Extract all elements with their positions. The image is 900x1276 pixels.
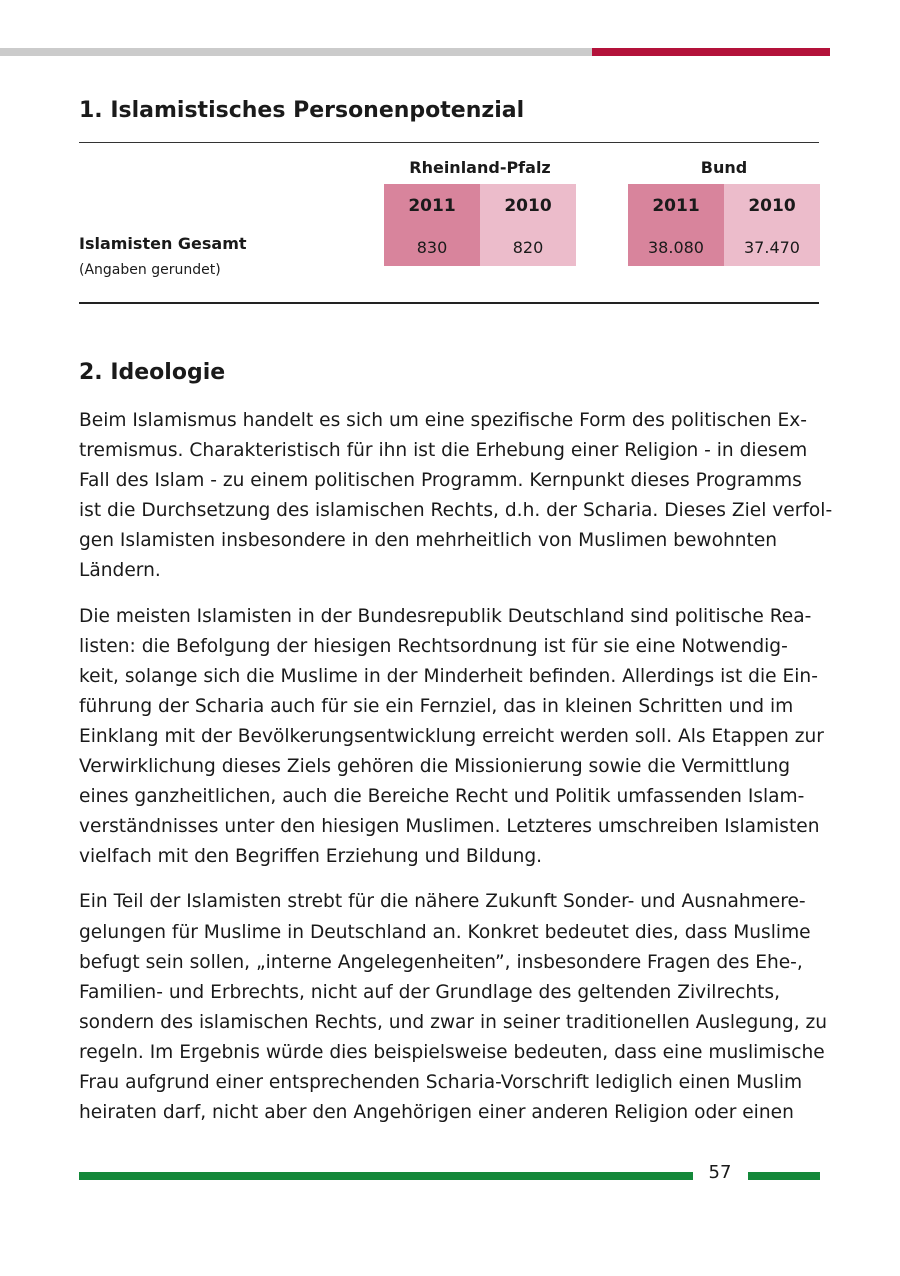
text-line: tremismus. Charakteristisch für ihn ist die Erhebung einer Religion - in diesem <box>79 440 808 462</box>
section-1-title: 1. Islamistisches Personenpotenzial <box>79 98 525 123</box>
text-line: regeln. Im Ergebnis würde dies beispielsweise bedeuten, dass eine muslimische <box>79 1041 825 1063</box>
footer-bar-right <box>748 1172 820 1180</box>
text-line: listen: die Befolgung der hiesigen Rechtsordnung ist für sie eine Notwendig- <box>79 635 788 657</box>
value-rp-2010: 820 <box>480 228 576 266</box>
paragraph-2 <box>79 602 824 873</box>
text-line: keit, solange sich die Muslime in der Minderheit befinden. Allerdings ist die Ein- <box>79 665 818 687</box>
paragraph-1 <box>79 406 833 587</box>
table-note: (Angaben gerundet) <box>79 262 221 278</box>
year-header-rp-2011: 2011 <box>384 184 480 228</box>
text-line: vielfach mit den Begriffen Erziehung und Bildung. <box>79 846 543 868</box>
footer-bar-left <box>79 1172 693 1180</box>
body-text <box>79 406 833 1143</box>
text-line: Familien- und Erbrechts, nicht auf der Grundlage des geltenden Zivilrechts, <box>79 981 781 1003</box>
text-line: heiraten darf, nicht aber den Angehörigen einer anderen Religion oder einen <box>79 1102 794 1124</box>
text-line: Einklang mit der Bevölkerungsentwicklung erreicht werden soll. Als Etappen zur <box>79 725 824 747</box>
text-line: Frau aufgrund einer entsprechenden Scharia-Vorschrift lediglich einen Muslim <box>79 1071 803 1093</box>
value-bund-2011: 38.080 <box>628 228 724 266</box>
value-bund-2010: 37.470 <box>724 228 820 266</box>
top-bar-gray <box>0 48 592 56</box>
text-line: Fall des Islam - zu einem politischen Programm. Kernpunkt dieses Programms <box>79 470 802 492</box>
table-top-rule <box>79 142 819 143</box>
text-line: Ländern. <box>79 560 161 582</box>
table-bottom-rule <box>79 302 819 304</box>
text-line: Verwirklichung dieses Ziels gehören die Missionierung sowie die Vermittlung <box>79 756 791 778</box>
top-bar-red <box>592 48 830 56</box>
year-header-bund-2010: 2010 <box>724 184 820 228</box>
text-line: führung der Scharia auch für sie ein Fernziel, das in kleinen Schritten und im <box>79 695 794 717</box>
text-line: befugt sein sollen, „interne Angelegenheiten”, insbesondere Fragen des Ehe-, <box>79 951 803 973</box>
group-label-rheinland-pfalz: Rheinland-Pfalz <box>409 158 551 177</box>
text-line: gen Islamisten insbesondere in den mehrheitlich von Muslimen bewohnten <box>79 530 778 552</box>
value-rp-2011: 830 <box>384 228 480 266</box>
year-header-rp-2010: 2010 <box>480 184 576 228</box>
paragraph-3 <box>79 887 828 1128</box>
text-line: gelungen für Muslime in Deutschland an. Konkret bedeutet dies, dass Muslime <box>79 921 811 943</box>
row-label-islamisten-gesamt: Islamisten Gesamt <box>79 234 247 253</box>
text-line: eines ganzheitlichen, auch die Bereiche Recht und Politik umfassenden Islam- <box>79 786 805 808</box>
text-line: sondern des islamischen Rechts, und zwar in seiner traditionellen Auslegung, zu <box>79 1011 828 1033</box>
group-label-bund: Bund <box>700 158 748 177</box>
text-line: Ein Teil der Islamisten strebt für die nähere Zukunft Sonder- und Ausnahmere- <box>79 891 806 913</box>
year-header-bund-2011: 2011 <box>628 184 724 228</box>
text-line: verständnisses unter den hiesigen Muslimen. Letzteres umschreiben Islamisten <box>79 816 820 838</box>
text-line: Beim Islamismus handelt es sich um eine spezifische Form des politischen Ex- <box>79 410 807 431</box>
text-line: ist die Durchsetzung des islamischen Rechts, d.h. der Scharia. Dieses Ziel verfol- <box>79 500 833 522</box>
text-line: Die meisten Islamisten in der Bundesrepublik Deutschland sind politische Rea- <box>79 605 812 627</box>
section-2-title: 2. Ideologie <box>79 360 226 385</box>
page-number: 57 <box>708 1162 732 1183</box>
